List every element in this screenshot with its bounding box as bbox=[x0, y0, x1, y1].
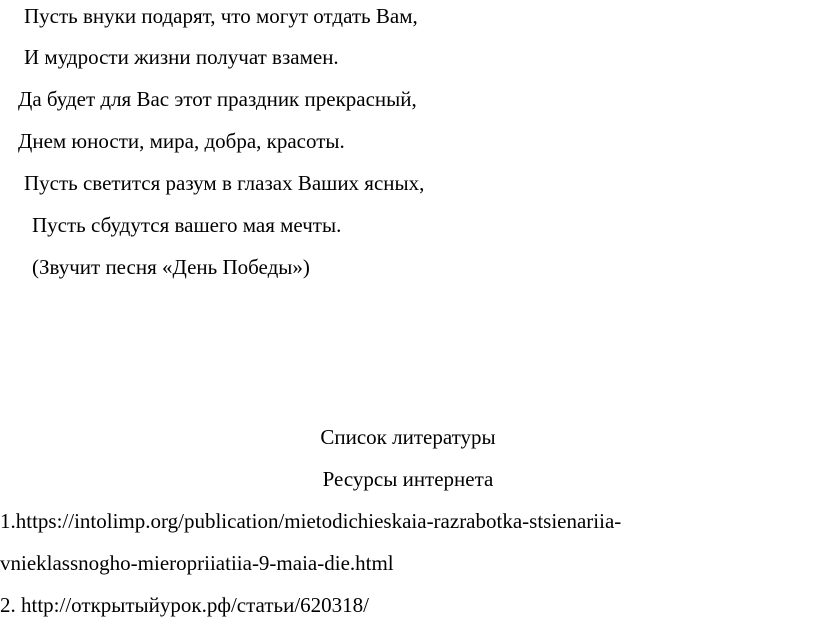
references-subheading: Ресурсы интернета bbox=[322, 467, 494, 491]
poem-line: Пусть сбудутся вашего мая мечты. bbox=[32, 213, 342, 237]
poem-line: Да будет для Вас этот праздник прекрасный, bbox=[18, 87, 417, 111]
reference-link: 2. http://открытыйурок.рф/статьи/620318/ bbox=[0, 593, 369, 617]
poem-line: Пусть внуки подарят, что могут отдать Вам, bbox=[24, 4, 418, 28]
stage-direction: (Звучит песня «День Победы») bbox=[32, 255, 310, 279]
poem-line: И мудрости жизни получат взамен. bbox=[24, 45, 339, 69]
poem-line: Днем юности, мира, добра, красоты. bbox=[18, 129, 345, 153]
poem-line: Пусть светится разум в глазах Ваших ясных, bbox=[24, 171, 425, 195]
reference-link-continuation: vnieklassnogho-mieropriiatiia-9-maia-die.html bbox=[0, 551, 394, 575]
reference-link: 1.https://intolimp.org/publication/mietodichieskaia-razrabotka-stsienariia- bbox=[0, 509, 622, 533]
references-heading: Список литературы bbox=[320, 425, 496, 449]
